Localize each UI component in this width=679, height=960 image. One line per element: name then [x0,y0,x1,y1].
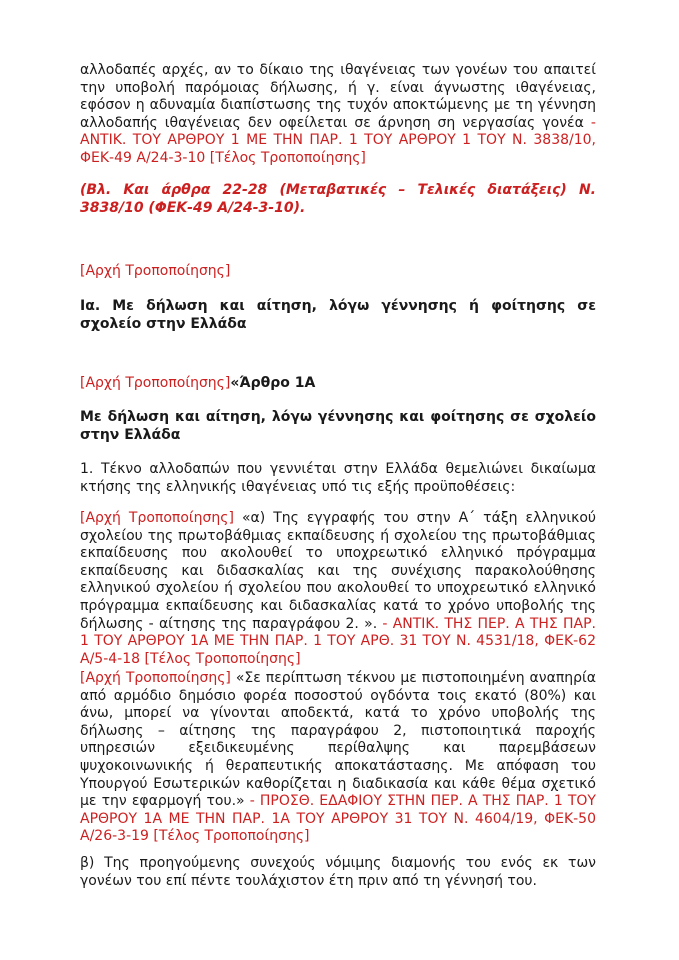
amendment-start-marker: [Αρχή Τροποποίησης] [80,375,231,391]
article-subtitle: Με δήλωση και αίτηση, λόγω γέννησης και φοίτησης σε σχολείο στην Ελλάδα [80,409,596,443]
amendment-note: - ΑΝΤΙΚ. ΤΗΣ ΠΕΡ. Α ΤΗΣ ΠΑΡ. 1 ΤΟΥ ΑΡΘΡΟΥ 1Α ΜΕ ΤΗΝ ΠΑΡ. 1 ΤΟΥ ΑΡΘ. 31 ΤΟΥ Ν. 4531/18, ΦΕΚ-62 Α/5-4-18 [Τέλος Τροποποίησης] [80,615,596,667]
paragraph-b: β) Της προηγούμενης συνεχούς νόμιμης διαμονής του ενός εκ των γονέων του επί πέντε τουλάχιστον έτη πριν από τη γέννησή του. [80,855,596,889]
article-title-line [80,375,596,393]
amendment-note: - ΑΝΤΙΚ. ΤΟΥ ΑΡΘΡΟΥ 1 ΜΕ ΤΗΝ ΠΑΡ. 1 ΤΟΥ ΑΡΘΡΟΥ 1 ΤΟΥ Ν. 3838/10, ΦΕΚ-49 Α/24-3-10 [Τέλος Τροποποίησης] [80,114,596,166]
amendment-start-marker: [Αρχή Τροποποίησης] [80,670,231,686]
amendment-start-marker: [Αρχή Τροποποίησης] [80,510,234,526]
paragraph-disability [80,670,596,846]
paragraph-a-text: «α) Της εγγραφής του στην Α΄ τάξη ελληνικού σχολείου της πρωτοβάθμιας εκπαίδευσης ή σχολείου της πρωτοβάθμιας εκπαίδευσης που ακολουθεί το υποχρεωτικό ελληνικό πρόγραμμα εκπαίδευσης και διδασκαλίας και της συνέχισης παρακολούθησης ελληνικού σχολείου ή σχολείου που ακολουθεί το υποχρεωτικό ελληνικό πρόγραμμα εκπαίδευσης και διδασκαλίας κατά το χρόνο υποβολής της δήλωσης - αίτησης της παραγράφου 2. ». [80,510,596,632]
paragraph-a [80,510,596,668]
section-heading: Ια. Με δήλωση και αίτηση, λόγω γέννησης ή φοίτησης σε σχολείο στην Ελλάδα [80,298,596,332]
paragraph-continuation-text: αλλοδαπές αρχές, αν το δίκαιο της ιθαγένειας των γονέων του απαιτεί την υποβολή παρόμοιας δήλωσης, ή γ. είναι άγνωστης ιθαγένειας, εφόσον η αδυναμία διαπίστωσης της τυχόν αποκτώμενης με τη γέννηση αλλοδαπής ιθαγένειας δεν οφείλεται σε άρνηση ση νεργασίας γονέα [80,62,596,131]
cross-reference-note: (Βλ. Και άρθρα 22-28 (Μεταβατικές – Τελικές διατάξεις) Ν. 3838/10 (ΦΕΚ-49 Α/24-3-10). [80,182,596,216]
article-title: «Άρθρο 1Α [230,375,316,391]
amendment-start-marker: [Αρχή Τροποποίησης] [80,263,231,279]
paragraph-continuation [80,62,596,168]
paragraph-1: 1. Τέκνο αλλοδαπών που γεννιέται στην Ελλάδα θεμελιώνει δικαίωμα κτήσης της ελληνικής ιθαγένειας υπό τις εξής προϋποθέσεις: [80,461,596,495]
paragraph-disability-text: «Σε περίπτωση τέκνου με πιστοποιημένη αναπηρία από αρμόδιο δημόσιο φορέα ποσοστού ογδόντα τοις εκατό (80%) και άνω, μπορεί να γίνονται αποδεκτά, κατά το χρόνο υποβολής της δήλωσης – αίτησης της παραγράφου 2, πιστοποιητικά παροχής υπηρεσιών εξειδικευμένης περίθαλψης και παρεμβάσεων ψυχοκοινωνικής ή θεραπευτικής αποκατάστασης. Με απόφαση του Υπουργού Εσωτερικών καθορίζεται η διαδικασία και κάθε θέμα σχετικό με την εφαρμογή του.» [80,670,596,810]
amendment-note: - ΠΡΟΣΘ. ΕΔΑΦΙΟΥ ΣΤΗΝ ΠΕΡ. Α ΤΗΣ ΠΑΡ. 1 ΤΟΥ ΑΡΘΡΟΥ 1Α ΜΕ ΤΗΝ ΠΑΡ. 1Α ΤΟΥ ΑΡΘΡΟΥ 31 ΤΟΥ Ν. 4604/19, ΦΕΚ-50 Α/26-3-19 [Τέλος Τροποποίησης] [80,793,596,845]
